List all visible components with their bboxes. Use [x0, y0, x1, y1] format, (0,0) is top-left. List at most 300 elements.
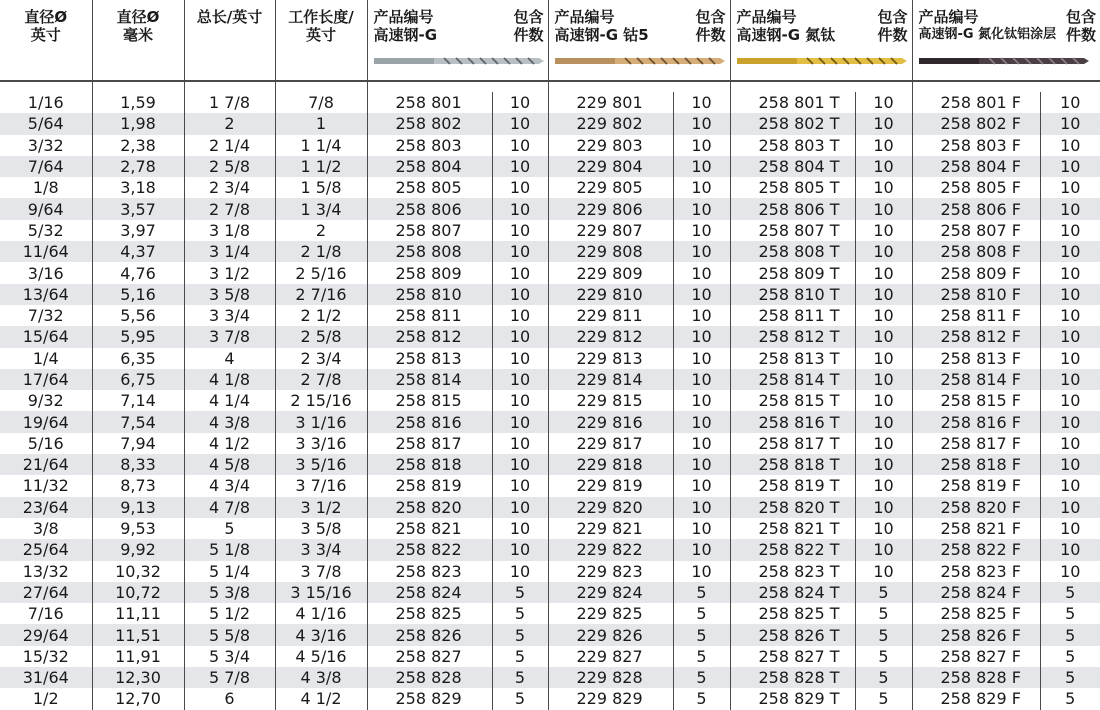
cell-code-tin: 258 816 T	[730, 411, 855, 432]
table-row	[0, 113, 1100, 134]
cell-qty-co5: 10	[673, 433, 730, 454]
cell-code-tialn: 258 823 F	[912, 561, 1040, 582]
cell-code-hss-g: 258 801	[367, 92, 492, 113]
cell-code-hss-g: 258 811	[367, 305, 492, 326]
cell-dia-inch: 5/16	[0, 433, 92, 454]
cell-code-co5: 229 809	[548, 262, 673, 283]
cell-qty-hss-g: 5	[492, 688, 548, 709]
cell-working-length: 1 1/2	[275, 156, 367, 177]
cell-code-tialn: 258 825 F	[912, 603, 1040, 624]
cell-qty-tin: 5	[855, 646, 912, 667]
cell-qty-hss-g: 10	[492, 475, 548, 496]
cell-working-length: 2 7/8	[275, 369, 367, 390]
cell-code-tin: 258 824 T	[730, 582, 855, 603]
cell-qty-tin: 10	[855, 198, 912, 219]
cell-total-length: 3 1/8	[184, 220, 275, 241]
cell-dia-inch: 31/64	[0, 667, 92, 688]
cell-code-hss-g: 258 827	[367, 646, 492, 667]
cell-dia-inch: 7/64	[0, 156, 92, 177]
cell-code-co5: 229 807	[548, 220, 673, 241]
cell-code-co5: 229 826	[548, 624, 673, 645]
cell-dia-mm: 12,70	[92, 688, 184, 709]
cell-code-tialn: 258 812 F	[912, 326, 1040, 347]
cell-code-tialn: 258 818 F	[912, 454, 1040, 475]
cell-qty-tialn: 5	[1040, 688, 1100, 709]
cell-code-hss-g: 258 820	[367, 497, 492, 518]
cell-qty-hss-g: 5	[492, 603, 548, 624]
cell-dia-inch: 9/64	[0, 198, 92, 219]
cell-qty-hss-g: 10	[492, 369, 548, 390]
cell-code-tialn: 258 827 F	[912, 646, 1040, 667]
cell-qty-hss-g: 10	[492, 198, 548, 219]
cell-dia-mm: 10,72	[92, 582, 184, 603]
cell-qty-tin: 10	[855, 262, 912, 283]
cell-code-co5: 229 827	[548, 646, 673, 667]
cell-total-length: 2	[184, 113, 275, 134]
cell-code-co5: 229 821	[548, 518, 673, 539]
cell-dia-mm: 5,56	[92, 305, 184, 326]
cell-code-hss-g: 258 813	[367, 348, 492, 369]
cell-dia-inch: 7/32	[0, 305, 92, 326]
cell-qty-hss-g: 10	[492, 262, 548, 283]
cell-qty-co5: 10	[673, 92, 730, 113]
cell-qty-tialn: 10	[1040, 518, 1100, 539]
cell-qty-co5: 10	[673, 113, 730, 134]
cell-qty-co5: 10	[673, 220, 730, 241]
table-row	[0, 582, 1100, 603]
cell-qty-tin: 10	[855, 561, 912, 582]
header-working-length: 工作长度/ 英寸	[275, 0, 367, 81]
cell-qty-tialn: 10	[1040, 539, 1100, 560]
cell-dia-mm: 11,11	[92, 603, 184, 624]
cell-qty-tialn: 10	[1040, 475, 1100, 496]
cell-dia-inch: 1/4	[0, 348, 92, 369]
cell-code-co5: 229 828	[548, 667, 673, 688]
cell-qty-tin: 10	[855, 135, 912, 156]
table-row	[0, 284, 1100, 305]
cell-working-length: 1 5/8	[275, 177, 367, 198]
cell-qty-hss-g: 10	[492, 539, 548, 560]
cell-qty-co5: 10	[673, 411, 730, 432]
cell-qty-tin: 5	[855, 667, 912, 688]
cell-qty-hss-g: 10	[492, 284, 548, 305]
cell-qty-tin: 10	[855, 305, 912, 326]
cell-code-tin: 258 814 T	[730, 369, 855, 390]
cell-qty-co5: 5	[673, 688, 730, 709]
cell-qty-co5: 5	[673, 582, 730, 603]
cell-qty-co5: 10	[673, 326, 730, 347]
table-row	[0, 177, 1100, 198]
table-row	[0, 220, 1100, 241]
cell-dia-inch: 11/32	[0, 475, 92, 496]
cell-code-tialn: 258 805 F	[912, 177, 1040, 198]
cell-working-length: 3 7/8	[275, 561, 367, 582]
table-row	[0, 262, 1100, 283]
cell-qty-co5: 10	[673, 135, 730, 156]
cell-qty-co5: 10	[673, 497, 730, 518]
cell-qty-co5: 10	[673, 177, 730, 198]
cell-total-length: 5 7/8	[184, 667, 275, 688]
cell-code-co5: 229 812	[548, 326, 673, 347]
cell-qty-tin: 10	[855, 539, 912, 560]
cell-qty-co5: 10	[673, 305, 730, 326]
cell-qty-tin: 5	[855, 582, 912, 603]
cell-dia-inch: 3/8	[0, 518, 92, 539]
cell-qty-tin: 10	[855, 369, 912, 390]
cell-total-length: 3 3/4	[184, 305, 275, 326]
cell-code-co5: 229 815	[548, 390, 673, 411]
cell-dia-mm: 8,73	[92, 475, 184, 496]
table-row	[0, 624, 1100, 645]
cell-qty-tialn: 5	[1040, 624, 1100, 645]
cell-code-tin: 258 809 T	[730, 262, 855, 283]
cell-qty-hss-g: 10	[492, 348, 548, 369]
cell-dia-inch: 23/64	[0, 497, 92, 518]
cell-code-co5: 229 822	[548, 539, 673, 560]
cell-total-length: 6	[184, 688, 275, 709]
cell-code-co5: 229 813	[548, 348, 673, 369]
cell-code-hss-g: 258 814	[367, 369, 492, 390]
cell-working-length: 2 1/2	[275, 305, 367, 326]
cell-qty-tialn: 10	[1040, 305, 1100, 326]
cell-working-length: 2 5/16	[275, 262, 367, 283]
cell-dia-inch: 13/32	[0, 561, 92, 582]
cell-working-length: 3 3/16	[275, 433, 367, 454]
cell-code-hss-g: 258 803	[367, 135, 492, 156]
cell-qty-co5: 5	[673, 624, 730, 645]
cell-code-co5: 229 820	[548, 497, 673, 518]
cell-code-tialn: 258 801 F	[912, 92, 1040, 113]
cell-code-tialn: 258 821 F	[912, 518, 1040, 539]
cell-code-tialn: 258 828 F	[912, 667, 1040, 688]
cell-dia-mm: 7,54	[92, 411, 184, 432]
cell-working-length: 4 1/2	[275, 688, 367, 709]
cell-code-tin: 258 820 T	[730, 497, 855, 518]
table-row	[0, 518, 1100, 539]
cell-dia-mm: 2,38	[92, 135, 184, 156]
cell-qty-tin: 10	[855, 497, 912, 518]
cell-qty-tialn: 10	[1040, 348, 1100, 369]
cell-qty-co5: 10	[673, 156, 730, 177]
cell-code-tin: 258 817 T	[730, 433, 855, 454]
table-row	[0, 561, 1100, 582]
table-row	[0, 475, 1100, 496]
table-row	[0, 241, 1100, 262]
cell-dia-inch: 5/32	[0, 220, 92, 241]
cell-dia-mm: 4,37	[92, 241, 184, 262]
cell-dia-inch: 19/64	[0, 411, 92, 432]
cell-qty-tialn: 5	[1040, 603, 1100, 624]
cell-dia-inch: 7/16	[0, 603, 92, 624]
cell-code-hss-g: 258 818	[367, 454, 492, 475]
cell-total-length: 4	[184, 348, 275, 369]
cell-working-length: 2 7/16	[275, 284, 367, 305]
cell-dia-inch: 1/16	[0, 92, 92, 113]
cell-qty-co5: 10	[673, 284, 730, 305]
cell-code-tialn: 258 824 F	[912, 582, 1040, 603]
cell-code-tin: 258 823 T	[730, 561, 855, 582]
cell-qty-co5: 10	[673, 454, 730, 475]
cell-qty-tialn: 10	[1040, 220, 1100, 241]
table-row	[0, 539, 1100, 560]
cell-code-hss-g: 258 804	[367, 156, 492, 177]
cell-qty-hss-g: 10	[492, 390, 548, 411]
cell-qty-co5: 5	[673, 646, 730, 667]
cell-dia-inch: 11/64	[0, 241, 92, 262]
cell-qty-co5: 10	[673, 561, 730, 582]
cell-qty-tialn: 10	[1040, 262, 1100, 283]
cell-code-co5: 229 803	[548, 135, 673, 156]
cell-code-co5: 229 817	[548, 433, 673, 454]
cell-code-tin: 258 829 T	[730, 688, 855, 709]
cell-code-co5: 229 816	[548, 411, 673, 432]
cell-total-length: 1 7/8	[184, 92, 275, 113]
cell-dia-mm: 2,78	[92, 156, 184, 177]
cell-code-tin: 258 821 T	[730, 518, 855, 539]
cell-working-length: 2	[275, 220, 367, 241]
cell-dia-inch: 27/64	[0, 582, 92, 603]
cell-qty-tin: 10	[855, 390, 912, 411]
cell-total-length: 4 1/8	[184, 369, 275, 390]
cell-qty-tialn: 10	[1040, 411, 1100, 432]
cell-code-tin: 258 801 T	[730, 92, 855, 113]
cell-qty-tialn: 10	[1040, 561, 1100, 582]
cell-code-hss-g: 258 815	[367, 390, 492, 411]
cell-qty-co5: 5	[673, 667, 730, 688]
cell-qty-tin: 10	[855, 433, 912, 454]
cell-total-length: 4 1/2	[184, 433, 275, 454]
cell-code-hss-g: 258 819	[367, 475, 492, 496]
cell-qty-tin: 10	[855, 113, 912, 134]
cell-dia-inch: 3/32	[0, 135, 92, 156]
cell-dia-inch: 25/64	[0, 539, 92, 560]
cell-total-length: 5	[184, 518, 275, 539]
cell-dia-mm: 9,92	[92, 539, 184, 560]
cell-dia-mm: 1,98	[92, 113, 184, 134]
cell-code-tialn: 258 829 F	[912, 688, 1040, 709]
cell-code-tialn: 258 826 F	[912, 624, 1040, 645]
cell-qty-tialn: 10	[1040, 390, 1100, 411]
cell-dia-inch: 3/16	[0, 262, 92, 283]
drill-bit-icon	[737, 57, 907, 65]
cell-qty-co5: 10	[673, 369, 730, 390]
cell-code-co5: 229 819	[548, 475, 673, 496]
cell-qty-hss-g: 10	[492, 326, 548, 347]
cell-qty-co5: 10	[673, 475, 730, 496]
cell-code-hss-g: 258 805	[367, 177, 492, 198]
cell-qty-co5: 10	[673, 198, 730, 219]
cell-qty-hss-g: 10	[492, 433, 548, 454]
cell-qty-tin: 5	[855, 603, 912, 624]
cell-code-hss-g: 258 816	[367, 411, 492, 432]
cell-total-length: 2 3/4	[184, 177, 275, 198]
cell-code-hss-g: 258 807	[367, 220, 492, 241]
cell-qty-co5: 10	[673, 390, 730, 411]
table-row	[0, 667, 1100, 688]
cell-dia-mm: 5,16	[92, 284, 184, 305]
cell-code-tialn: 258 810 F	[912, 284, 1040, 305]
cell-dia-inch: 9/32	[0, 390, 92, 411]
cell-code-co5: 229 808	[548, 241, 673, 262]
cell-code-co5: 229 818	[548, 454, 673, 475]
cell-qty-tialn: 5	[1040, 646, 1100, 667]
cell-working-length: 2 5/8	[275, 326, 367, 347]
table-row	[0, 688, 1100, 709]
cell-qty-tin: 10	[855, 348, 912, 369]
cell-total-length: 3 1/2	[184, 262, 275, 283]
cell-dia-mm: 1,59	[92, 92, 184, 113]
cell-total-length: 5 1/8	[184, 539, 275, 560]
cell-code-tin: 258 815 T	[730, 390, 855, 411]
cell-dia-mm: 10,32	[92, 561, 184, 582]
table-row	[0, 390, 1100, 411]
cell-code-tin: 258 826 T	[730, 624, 855, 645]
cell-dia-mm: 3,57	[92, 198, 184, 219]
cell-code-tialn: 258 820 F	[912, 497, 1040, 518]
cell-qty-hss-g: 10	[492, 411, 548, 432]
cell-qty-co5: 10	[673, 518, 730, 539]
cell-qty-hss-g: 10	[492, 454, 548, 475]
cell-dia-inch: 13/64	[0, 284, 92, 305]
cell-code-tialn: 258 819 F	[912, 475, 1040, 496]
cell-qty-tialn: 5	[1040, 667, 1100, 688]
cell-code-hss-g: 258 822	[367, 539, 492, 560]
cell-total-length: 5 3/8	[184, 582, 275, 603]
cell-qty-tin: 5	[855, 624, 912, 645]
cell-code-hss-g: 258 823	[367, 561, 492, 582]
drill-bit-icon	[919, 57, 1089, 65]
cell-code-hss-g: 258 802	[367, 113, 492, 134]
table-row	[0, 92, 1100, 113]
table-row	[0, 305, 1100, 326]
cell-code-hss-g: 258 817	[367, 433, 492, 454]
cell-code-co5: 229 806	[548, 198, 673, 219]
cell-total-length: 3 5/8	[184, 284, 275, 305]
cell-total-length: 5 1/4	[184, 561, 275, 582]
cell-total-length: 2 7/8	[184, 198, 275, 219]
cell-working-length: 2 3/4	[275, 348, 367, 369]
cell-dia-mm: 7,14	[92, 390, 184, 411]
cell-code-tialn: 258 809 F	[912, 262, 1040, 283]
cell-code-tin: 258 802 T	[730, 113, 855, 134]
cell-qty-hss-g: 5	[492, 582, 548, 603]
cell-total-length: 4 3/4	[184, 475, 275, 496]
cell-dia-mm: 12,30	[92, 667, 184, 688]
cell-qty-co5: 10	[673, 539, 730, 560]
cell-code-tin: 258 822 T	[730, 539, 855, 560]
cell-dia-inch: 1/2	[0, 688, 92, 709]
cell-qty-hss-g: 10	[492, 156, 548, 177]
cell-qty-hss-g: 10	[492, 92, 548, 113]
drill-bit-icon	[374, 57, 544, 65]
cell-qty-tialn: 10	[1040, 433, 1100, 454]
cell-qty-co5: 10	[673, 241, 730, 262]
cell-code-tialn: 258 813 F	[912, 348, 1040, 369]
cell-dia-mm: 11,51	[92, 624, 184, 645]
cell-qty-tialn: 10	[1040, 198, 1100, 219]
cell-code-tialn: 258 806 F	[912, 198, 1040, 219]
cell-working-length: 3 5/8	[275, 518, 367, 539]
table-row	[0, 454, 1100, 475]
cell-qty-hss-g: 5	[492, 624, 548, 645]
drill-bit-icon	[555, 57, 725, 65]
cell-dia-mm: 3,97	[92, 220, 184, 241]
cell-dia-inch: 21/64	[0, 454, 92, 475]
table-row	[0, 135, 1100, 156]
cell-code-tialn: 258 817 F	[912, 433, 1040, 454]
cell-dia-mm: 6,75	[92, 369, 184, 390]
cell-dia-inch: 15/64	[0, 326, 92, 347]
cell-qty-tialn: 10	[1040, 454, 1100, 475]
cell-code-hss-g: 258 825	[367, 603, 492, 624]
cell-code-tin: 258 804 T	[730, 156, 855, 177]
cell-total-length: 5 3/4	[184, 646, 275, 667]
cell-dia-inch: 29/64	[0, 624, 92, 645]
cell-dia-mm: 6,35	[92, 348, 184, 369]
table-row	[0, 348, 1100, 369]
cell-dia-inch: 17/64	[0, 369, 92, 390]
cell-qty-hss-g: 5	[492, 646, 548, 667]
cell-dia-mm: 9,53	[92, 518, 184, 539]
cell-code-hss-g: 258 809	[367, 262, 492, 283]
cell-dia-mm: 11,91	[92, 646, 184, 667]
header-dia-mm: 直径Ø 毫米	[92, 0, 184, 81]
cell-qty-tin: 10	[855, 284, 912, 305]
header-group-hss-g-tialn: 产品编号 高速钢-G 氮化钛铝涂层 包含 件数	[912, 0, 1100, 81]
table-row	[0, 603, 1100, 624]
cell-total-length: 4 5/8	[184, 454, 275, 475]
table-row	[0, 646, 1100, 667]
cell-qty-hss-g: 10	[492, 113, 548, 134]
header-dia-inch: 直径Ø 英寸	[0, 0, 92, 81]
cell-total-length: 2 5/8	[184, 156, 275, 177]
cell-qty-tin: 5	[855, 688, 912, 709]
cell-code-hss-g: 258 810	[367, 284, 492, 305]
cell-qty-tialn: 10	[1040, 369, 1100, 390]
cell-qty-hss-g: 10	[492, 177, 548, 198]
cell-code-tin: 258 825 T	[730, 603, 855, 624]
cell-working-length: 3 1/2	[275, 497, 367, 518]
cell-working-length: 1 3/4	[275, 198, 367, 219]
cell-qty-co5: 5	[673, 603, 730, 624]
cell-qty-tialn: 10	[1040, 92, 1100, 113]
cell-qty-tin: 10	[855, 220, 912, 241]
cell-code-hss-g: 258 821	[367, 518, 492, 539]
cell-dia-mm: 3,18	[92, 177, 184, 198]
cell-code-hss-g: 258 824	[367, 582, 492, 603]
cell-qty-co5: 10	[673, 262, 730, 283]
cell-code-tin: 258 812 T	[730, 326, 855, 347]
header-group-hss-g: 产品编号 高速钢-G 包含 件数	[367, 0, 548, 81]
cell-code-tin: 258 811 T	[730, 305, 855, 326]
cell-code-tialn: 258 803 F	[912, 135, 1040, 156]
cell-code-co5: 229 804	[548, 156, 673, 177]
cell-code-co5: 229 823	[548, 561, 673, 582]
cell-total-length: 4 7/8	[184, 497, 275, 518]
cell-dia-mm: 5,95	[92, 326, 184, 347]
cell-working-length: 3 5/16	[275, 454, 367, 475]
cell-code-hss-g: 258 812	[367, 326, 492, 347]
cell-code-tialn: 258 816 F	[912, 411, 1040, 432]
cell-code-tialn: 258 807 F	[912, 220, 1040, 241]
cell-dia-inch: 5/64	[0, 113, 92, 134]
cell-working-length: 2 15/16	[275, 390, 367, 411]
header-group-hss-g-co5: 产品编号 高速钢-G 钴5 包含 件数	[548, 0, 730, 81]
table-row	[0, 369, 1100, 390]
cell-code-tialn: 258 811 F	[912, 305, 1040, 326]
cell-code-hss-g: 258 808	[367, 241, 492, 262]
table-row	[0, 198, 1100, 219]
